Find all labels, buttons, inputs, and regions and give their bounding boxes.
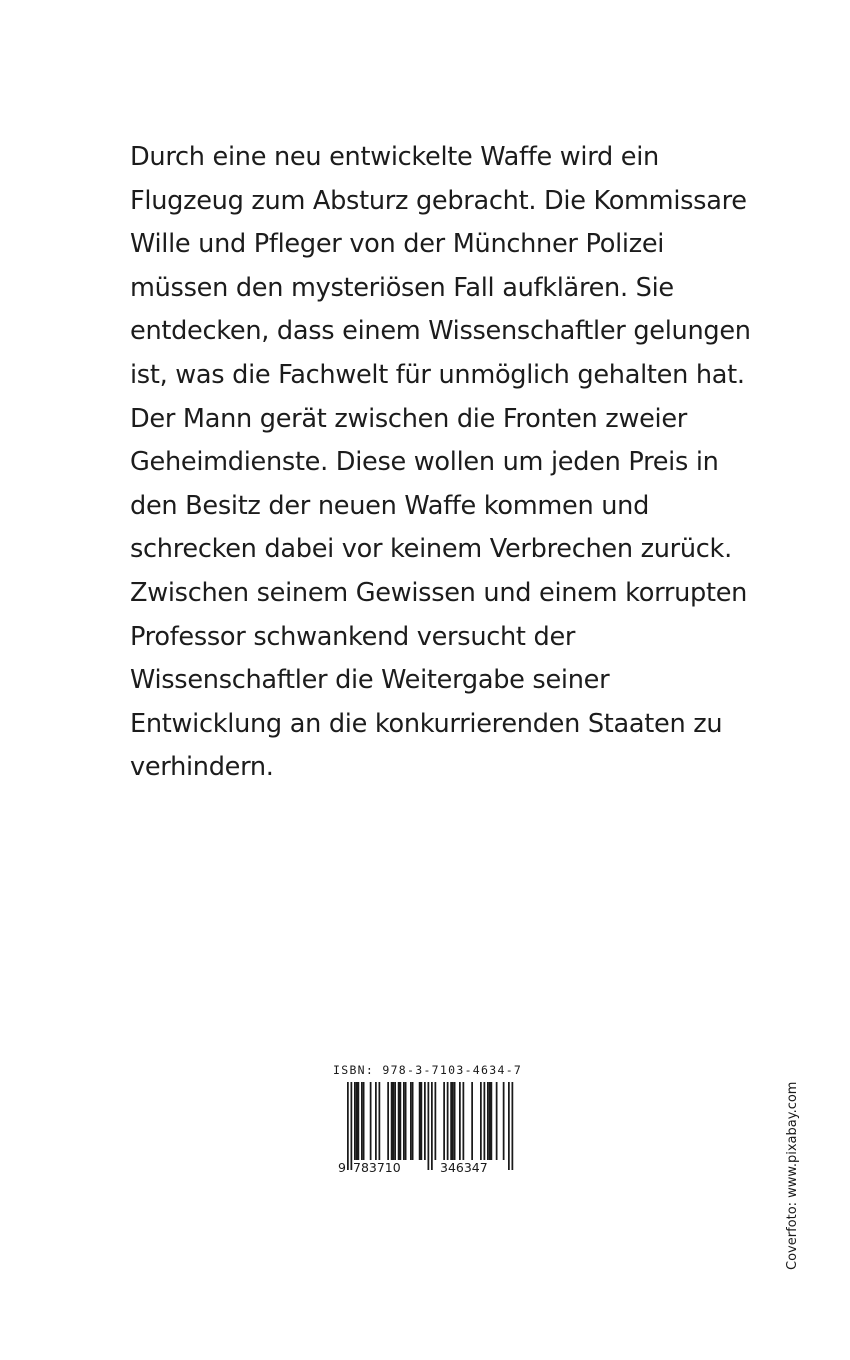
barcode-guard-bar [347,1082,349,1170]
barcode-bar [435,1082,437,1160]
barcode-bar [424,1082,426,1160]
blurb-line: ist, was die Fachwelt für unmöglich gehalten hat. [130,359,745,390]
barcode-guard-bar [351,1082,353,1170]
blurb-line: verhindern. [130,752,274,783]
barcode-bar [354,1082,356,1160]
barcode-bar [484,1082,486,1160]
blurb-line: Zwischen seinem Gewissen und einem korrupten [130,577,748,608]
blurb-line: den Besitz der neuen Waffe kommen und [130,490,650,521]
barcode-bar [459,1082,461,1160]
barcode-bar [363,1082,365,1160]
blurb-line: Geheimdienste. Diese wollen um jeden Preis in [130,447,719,478]
isbn-label: ISBN: 978-3-7103-4634-7 [333,1063,523,1077]
barcode-bar [419,1082,421,1160]
blurb-line: entdecken, dass einem Wissenschaftler gelungen [130,316,751,347]
barcode-bar [398,1082,400,1160]
barcode-bar [450,1082,452,1160]
barcode-guard-bar [431,1082,433,1170]
barcode-bar [452,1082,454,1160]
barcode-bar [358,1082,360,1160]
barcode-bar [496,1082,498,1160]
blurb-line: Wissenschaftler die Weitergabe seiner [130,665,610,696]
blurb-line: Der Mann gerät zwischen die Fronten zweier [130,403,687,434]
barcode-bar [421,1082,423,1160]
barcode-bar [405,1082,407,1160]
barcode-bar [447,1082,449,1160]
barcode-bar [480,1082,482,1160]
blurb-line: Flugzeug zum Absturz gebracht. Die Kommissare [130,185,747,216]
barcode-bar [379,1082,381,1160]
barcode-bar [463,1082,465,1160]
barcode-bars [347,1082,513,1170]
barcode-bar [471,1082,473,1160]
barcode-bar [503,1082,505,1160]
barcode-guard-bar [428,1082,430,1170]
barcode-bar [394,1082,396,1160]
blurb-line: Wille und Pfleger von der Münchner Polizei [130,229,665,260]
barcode-bar [412,1082,414,1160]
barcode-bar [454,1082,456,1160]
barcode-bar [400,1082,402,1160]
barcode-bar [375,1082,377,1160]
blurb-line: Durch eine neu entwickelte Waffe wird ein [130,142,659,172]
barcode-bar [491,1082,493,1160]
barcode-guard-bar [512,1082,514,1170]
barcode-bar [361,1082,363,1160]
barcode-bar [356,1082,358,1160]
blurb-line: Professor schwankend versucht der [130,621,576,652]
barcode-bar [387,1082,389,1160]
barcode-bar [391,1082,393,1160]
blurb-line: schrecken dabei vor keinem Verbrechen zurück. [130,534,732,565]
barcode-right-digits: 346347 [440,1160,488,1175]
barcode-bar [443,1082,445,1160]
isbn-barcode [330,1082,520,1178]
back-cover-blurb [130,136,751,790]
barcode-bar [403,1082,405,1160]
barcode-bar [410,1082,412,1160]
barcode-bar [489,1082,491,1160]
barcode-bar [370,1082,372,1160]
barcode-lead-digit: 9 [338,1160,346,1175]
barcode-bar [487,1082,489,1160]
barcode-bar [393,1082,395,1160]
barcode-left-digits: 783710 [353,1160,401,1175]
photo-credit: Coverfoto: www.pixabay.com [785,1081,800,1270]
barcode-guard-bar [508,1082,510,1170]
blurb-line: Entwicklung an die konkurrierenden Staaten zu [130,708,723,739]
blurb-line: müssen den mysteriösen Fall aufklären. Sie [130,272,674,303]
